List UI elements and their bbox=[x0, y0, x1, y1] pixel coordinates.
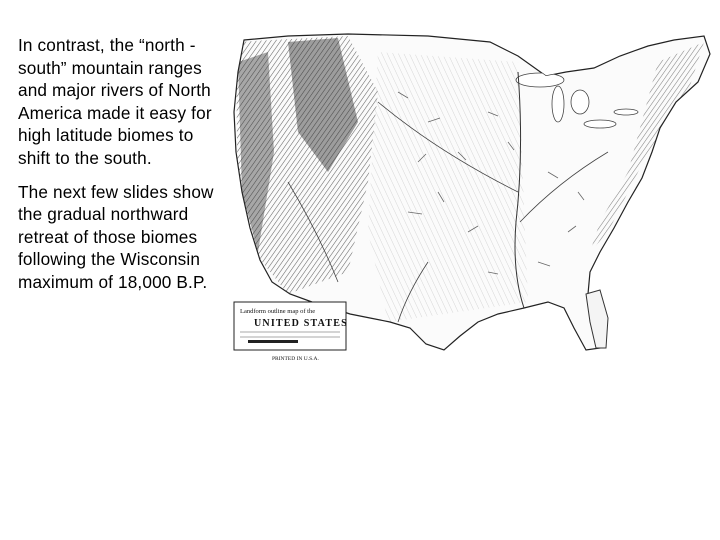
legend-title: UNITED STATES bbox=[254, 318, 348, 329]
map-legend bbox=[234, 302, 348, 362]
paragraph-contrast: In contrast, the “north -south” mountain ranges and major rivers of North America made it easy for high latitude biomes to shift to the south. bbox=[18, 35, 212, 168]
legend-footer: PRINTED IN U.S.A. bbox=[272, 356, 319, 362]
slide-text bbox=[18, 34, 223, 305]
paragraph-retreat: The next few slides show the gradual northward retreat of those biomes following the Wisconsin maximum of 18,000 B.P. bbox=[18, 181, 214, 292]
us-landform-map bbox=[228, 32, 712, 362]
legend-caption: Landform outline map of the bbox=[240, 308, 316, 315]
landform-map-svg bbox=[228, 32, 712, 362]
